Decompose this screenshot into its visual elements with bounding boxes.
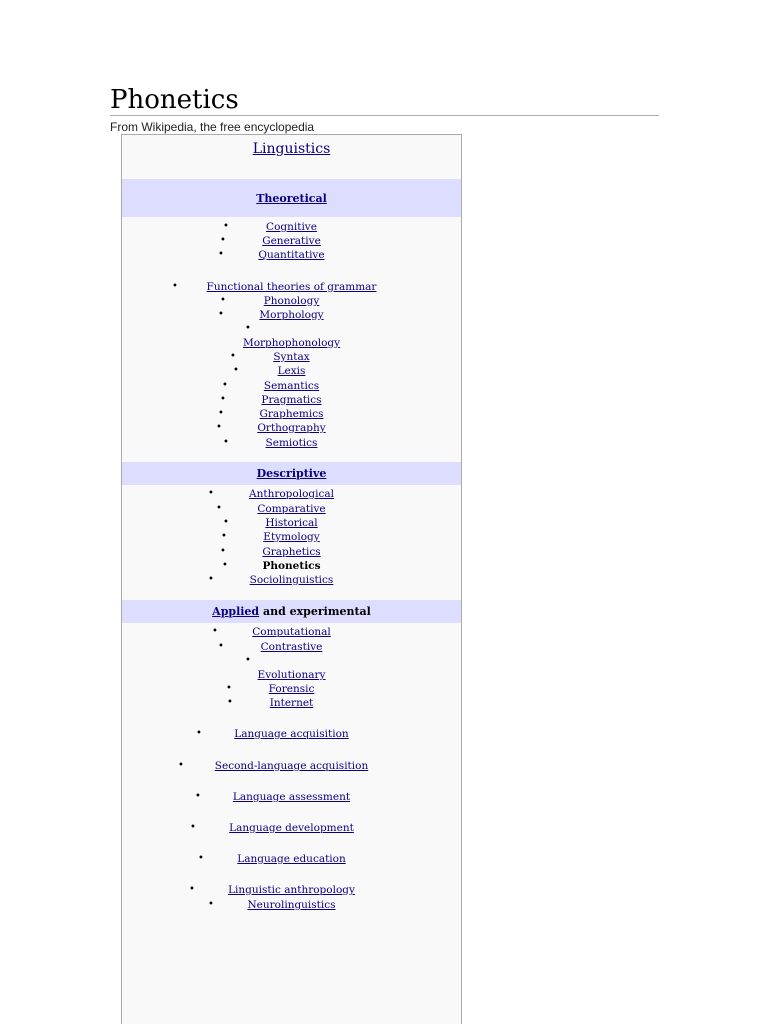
bullet: • bbox=[230, 351, 236, 362]
link-lexis[interactable]: Lexis bbox=[277, 365, 306, 377]
bullet: • bbox=[227, 697, 233, 708]
link-functional-theories-of-grammar[interactable]: Functional theories of grammar bbox=[206, 281, 377, 293]
link-etymology[interactable]: Etymology bbox=[263, 531, 320, 543]
bullet: • bbox=[226, 683, 232, 694]
link-second-language-acquisition[interactable]: Second-language acquisition bbox=[214, 760, 369, 772]
list-item bbox=[122, 336, 461, 350]
list-item bbox=[122, 322, 461, 336]
link-morphology[interactable]: Morphology bbox=[259, 309, 324, 321]
infobox-title bbox=[122, 140, 461, 158]
list-item bbox=[122, 573, 461, 587]
list-item bbox=[122, 852, 461, 866]
link-pragmatics[interactable]: Pragmatics bbox=[261, 394, 322, 406]
list-item bbox=[122, 393, 461, 407]
link-anthropological[interactable]: Anthropological bbox=[249, 488, 334, 500]
bullet: • bbox=[172, 281, 178, 292]
title-divider bbox=[110, 115, 659, 116]
link-evolutionary[interactable]: Evolutionary bbox=[257, 669, 326, 681]
list-item bbox=[122, 421, 461, 435]
bullet: • bbox=[218, 309, 224, 320]
linguistics-infobox bbox=[121, 134, 462, 1024]
link-semiotics[interactable]: Semiotics bbox=[265, 437, 318, 449]
list-item bbox=[122, 407, 461, 421]
link-language-development[interactable]: Language development bbox=[229, 822, 354, 834]
list-item bbox=[122, 821, 461, 835]
bullet: • bbox=[233, 365, 239, 376]
bullet: • bbox=[221, 531, 227, 542]
link-morphophonology[interactable]: Morphophonology bbox=[242, 337, 341, 349]
bullet: • bbox=[208, 574, 214, 585]
list-item bbox=[122, 487, 461, 501]
list-item bbox=[122, 759, 461, 773]
link-language-assessment[interactable]: Language assessment bbox=[232, 791, 351, 803]
list-item bbox=[122, 308, 461, 322]
list-item bbox=[122, 379, 461, 393]
list-item bbox=[122, 898, 461, 912]
link-graphemics[interactable]: Graphemics bbox=[259, 408, 324, 420]
link-orthography[interactable]: Orthography bbox=[257, 422, 326, 434]
link-computational[interactable]: Computational bbox=[252, 626, 331, 638]
bullet: • bbox=[220, 295, 226, 306]
bullet: • bbox=[218, 249, 224, 260]
applied-link[interactable]: Applied bbox=[212, 605, 260, 618]
current-page-phonetics: Phonetics bbox=[262, 560, 321, 572]
bullet: • bbox=[223, 221, 229, 232]
bullet: • bbox=[178, 760, 184, 771]
list-item bbox=[122, 234, 461, 248]
bullet: • bbox=[196, 728, 202, 739]
list-item bbox=[122, 640, 461, 654]
bullet: • bbox=[220, 235, 226, 246]
link-language-acquisition[interactable]: Language acquisition bbox=[234, 728, 349, 740]
list-item bbox=[122, 248, 461, 262]
list-item bbox=[122, 883, 461, 897]
bullet: • bbox=[198, 853, 204, 864]
applied-suffix: and experimental bbox=[259, 605, 371, 618]
list-item bbox=[122, 625, 461, 639]
list-item bbox=[122, 727, 461, 741]
bullet: • bbox=[220, 394, 226, 405]
link-forensic[interactable]: Forensic bbox=[268, 683, 315, 695]
list-item bbox=[122, 502, 461, 516]
list-item bbox=[122, 436, 461, 450]
descriptive-link[interactable]: Descriptive bbox=[256, 467, 327, 480]
link-historical[interactable]: Historical bbox=[265, 517, 318, 529]
bullet: • bbox=[222, 560, 228, 571]
bullet: • bbox=[190, 822, 196, 833]
list-item bbox=[122, 696, 461, 710]
bullet: • bbox=[216, 503, 222, 514]
bullet: • bbox=[189, 884, 195, 895]
link-graphetics[interactable]: Graphetics bbox=[262, 546, 321, 558]
bullet: • bbox=[218, 641, 224, 652]
link-phonology[interactable]: Phonology bbox=[263, 295, 320, 307]
bullet: • bbox=[222, 380, 228, 391]
link-comparative[interactable]: Comparative bbox=[257, 503, 326, 515]
bullet: • bbox=[208, 488, 214, 499]
linguistics-link[interactable]: Linguistics bbox=[252, 141, 331, 157]
page-title: Phonetics bbox=[110, 85, 239, 115]
bullet: • bbox=[245, 323, 251, 334]
link-neurolinguistics[interactable]: Neurolinguistics bbox=[247, 899, 336, 911]
bullet: • bbox=[208, 899, 214, 910]
link-internet[interactable]: Internet bbox=[269, 697, 314, 709]
link-semantics[interactable]: Semantics bbox=[263, 380, 320, 392]
link-language-education[interactable]: Language education bbox=[237, 853, 346, 865]
list-item bbox=[122, 559, 461, 573]
list-item bbox=[122, 364, 461, 378]
list-item bbox=[122, 545, 461, 559]
bullet: • bbox=[216, 422, 222, 433]
list-item bbox=[122, 516, 461, 530]
link-sociolinguistics[interactable]: Sociolinguistics bbox=[249, 574, 334, 586]
list-item bbox=[122, 294, 461, 308]
bullet: • bbox=[245, 655, 251, 666]
list-item bbox=[122, 530, 461, 544]
section-header-applied bbox=[122, 600, 461, 623]
link-contrastive[interactable]: Contrastive bbox=[260, 641, 323, 653]
link-generative[interactable]: Generative bbox=[262, 235, 321, 247]
page-tagline: From Wikipedia, the free encyclopedia bbox=[110, 120, 315, 134]
section-header-theoretical bbox=[122, 179, 461, 217]
bullet: • bbox=[220, 546, 226, 557]
link-cognitive[interactable]: Cognitive bbox=[266, 221, 317, 233]
section-header-descriptive bbox=[122, 462, 461, 485]
bullet: • bbox=[223, 517, 229, 528]
list-item bbox=[122, 220, 461, 234]
list-item bbox=[122, 350, 461, 364]
link-syntax[interactable]: Syntax bbox=[273, 351, 310, 363]
list-item bbox=[122, 682, 461, 696]
bullet: • bbox=[195, 791, 201, 802]
link-quantitative[interactable]: Quantitative bbox=[258, 249, 325, 261]
bullet: • bbox=[223, 437, 229, 448]
bullet: • bbox=[212, 626, 218, 637]
list-item bbox=[122, 668, 461, 682]
list-item bbox=[122, 280, 461, 294]
link-linguistic-anthropology[interactable]: Linguistic anthropology bbox=[228, 884, 355, 896]
list-item bbox=[122, 654, 461, 668]
theoretical-link[interactable]: Theoretical bbox=[256, 191, 327, 205]
bullet: • bbox=[218, 408, 224, 419]
list-item bbox=[122, 790, 461, 804]
